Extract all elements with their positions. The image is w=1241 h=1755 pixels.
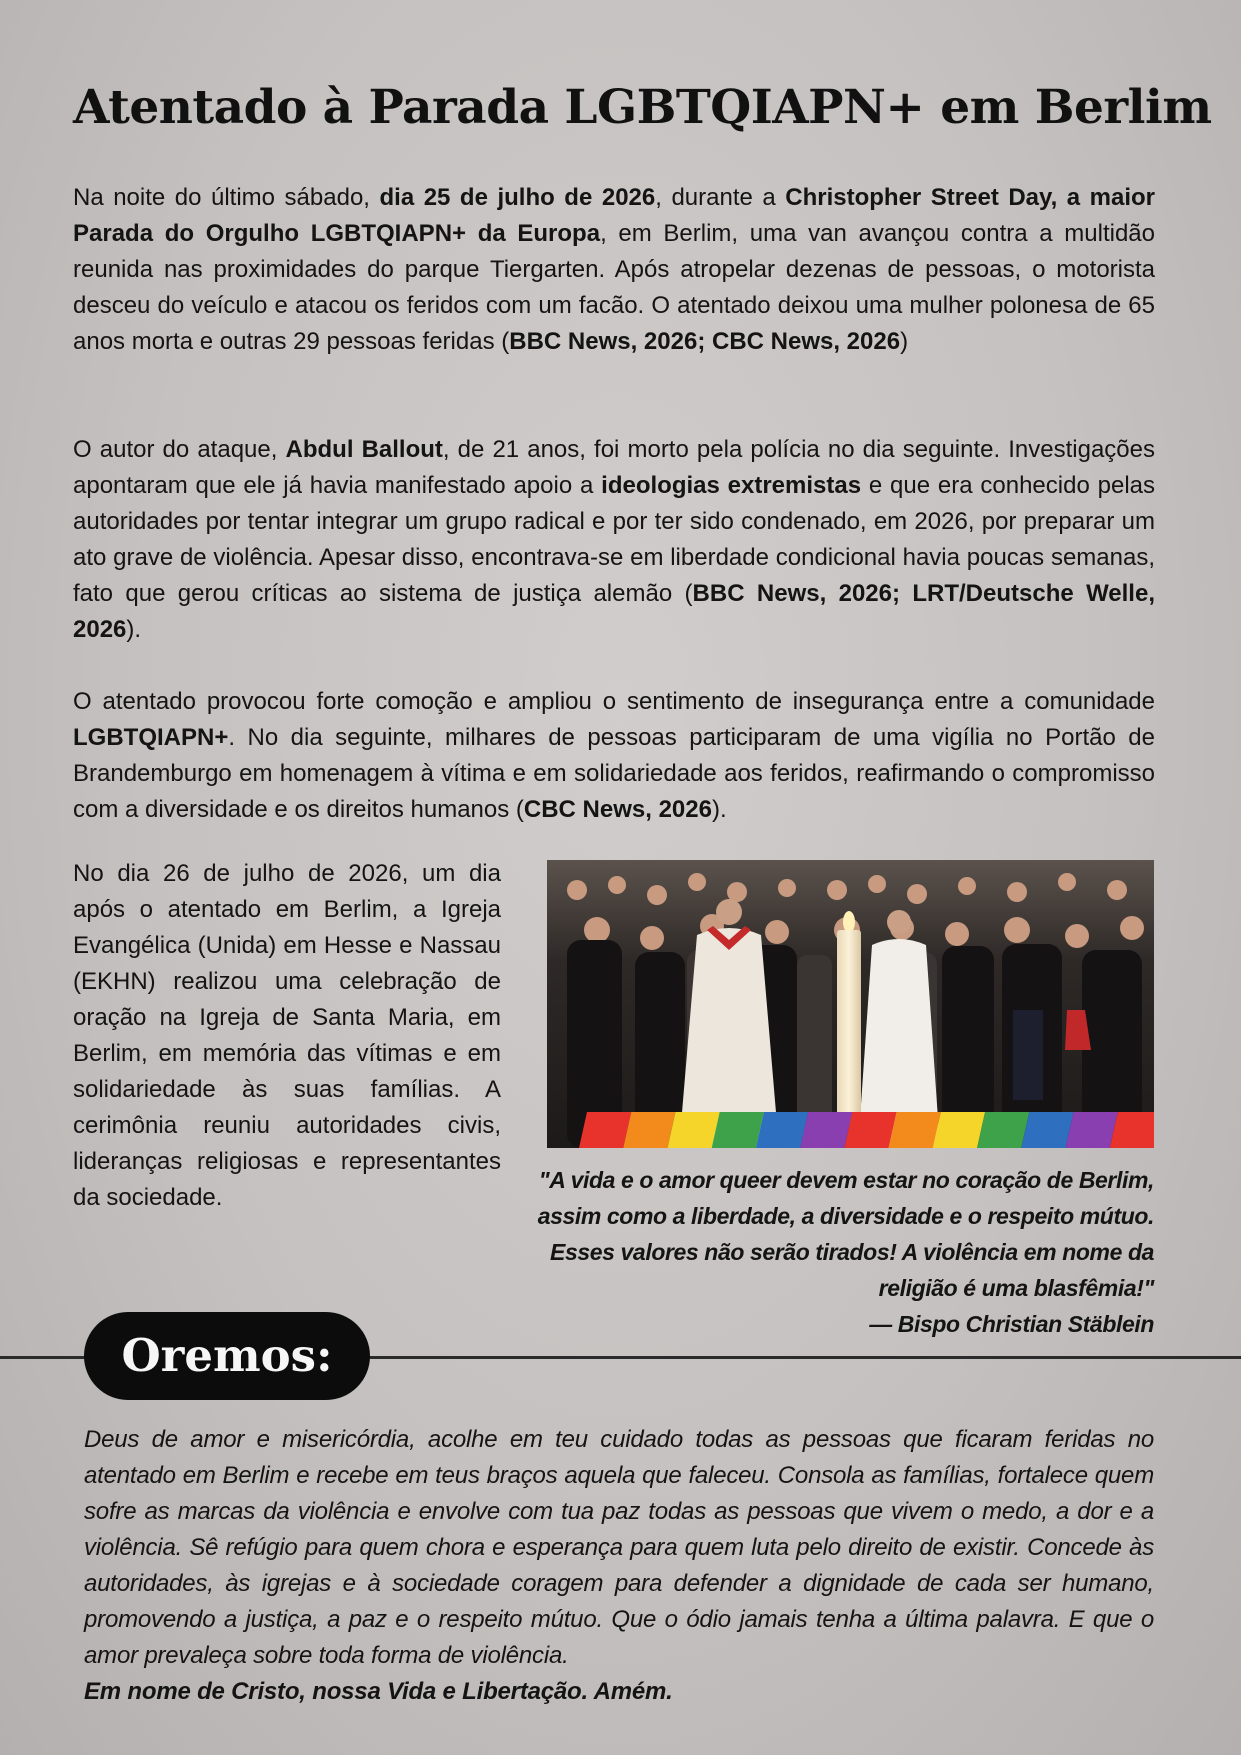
- prayer-closing: Em nome de Cristo, nossa Vida e Libertação. Amém.: [84, 1678, 673, 1705]
- text-run: O autor do ataque,: [73, 436, 286, 463]
- text-run: ).: [126, 616, 142, 643]
- flag-stripe: [800, 1112, 852, 1148]
- text-run: BBC News, 2026; LRT/Deutsche Welle, 2026: [73, 580, 1155, 643]
- flag-stripe: [844, 1112, 896, 1148]
- text-run: ).: [711, 796, 727, 823]
- flag-stripe: [1021, 1112, 1073, 1148]
- prayer-text: [84, 1422, 1154, 1710]
- church-vigil-illustration: [547, 860, 1154, 1148]
- flag-stripe: [623, 1112, 675, 1148]
- text-run: CBC News, 2026: [523, 796, 712, 823]
- flag-stripe: [579, 1112, 631, 1148]
- paragraph-3: [73, 684, 1155, 828]
- flag-stripe: [756, 1112, 808, 1148]
- article-title: Atentado à Parada LGBTQIAPN+ em Berlim: [73, 80, 1212, 135]
- flag-stripe: [1066, 1112, 1118, 1148]
- text-run: ideologias extremistas: [601, 472, 862, 499]
- church-vigil-photo: [547, 860, 1154, 1148]
- text-run: , durante a: [655, 184, 786, 211]
- text-run: LGBTQIAPN+: [73, 724, 229, 751]
- text-run: e que era conhecido pelas autoridades por tentar integrar um grupo radical e por ter sido condenado, em 2026, por preparar um ato grave de violência. Apesar disso, encontrava-se em liberdade condicional havia poucas semanas, fato que gerou críticas ao sistema de justiça alemão (: [73, 472, 1155, 607]
- flag-stripe: [712, 1112, 764, 1148]
- text-run: , de 21 anos, foi morto pela polícia no dia seguinte. Investigações apontaram que ele já havia manifestado apoio a: [73, 436, 1155, 499]
- bishop-quote: [520, 1162, 1154, 1342]
- text-run: Na noite do último sábado,: [73, 184, 380, 211]
- quote-text: "A vida e o amor queer devem estar no coração de Berlim, assim como a liberdade, a diversidade e o respeito mútuo. Esses valores não serão tirados! A violência em nome da religião é uma blasfêmia!": [537, 1167, 1154, 1301]
- section-label-pill: Oremos:: [84, 1312, 370, 1400]
- text-run: dia 25 de julho de 2026: [379, 184, 656, 211]
- flag-stripe: [667, 1112, 719, 1148]
- text-run: BBC News, 2026; CBC News, 2026: [509, 328, 901, 355]
- quote-attribution: — Bispo Christian Stäblein: [869, 1311, 1154, 1337]
- text-run: , em Berlim, uma van avançou contra a multidão reunida nas proximidades do parque Tiergarten. Após atropelar dezenas de pessoas, o motorista desceu do veículo e atacou os feridos com um facão. O atentado deixou uma mulher polonesa de 65 anos morta e outras 29 pessoas feridas (: [73, 220, 1155, 355]
- rainbow-flag: [579, 1112, 1154, 1148]
- flag-stripe: [889, 1112, 941, 1148]
- text-run: Christopher Street Day, a maior Parada do Orgulho LGBTQIAPN+ da Europa: [73, 184, 1156, 247]
- paragraph-4: [73, 856, 501, 1216]
- paragraph-2: [73, 432, 1155, 648]
- flag-stripe: [933, 1112, 985, 1148]
- paragraph-1: [73, 180, 1155, 360]
- text-run: ): [900, 328, 909, 355]
- text-run: No dia 26 de julho de 2026, um dia após o atentado em Berlim, a Igreja Evangélica (Unida) em Hesse e Nassau (EKHN) realizou uma celebração de oração na Igreja de Santa Maria, em Berlim, em memória das vítimas e em solidariedade às suas famílias. A cerimônia reuniu autoridades civis, lideranças religiosas e representantes da sociedade.: [73, 860, 501, 1211]
- text-run: Abdul Ballout: [285, 436, 443, 463]
- text-run: O atentado provocou forte comoção e ampliou o sentimento de insegurança entre a comunidade: [73, 688, 1155, 715]
- text-run: . No dia seguinte, milhares de pessoas participaram de uma vigília no Portão de Brandemburgo em homenagem à vítima e em solidariedade aos feridos, reafirmando o compromisso com a diversidade e os direitos humanos (: [73, 724, 1155, 823]
- flag-stripe: [977, 1112, 1029, 1148]
- prayer-body: Deus de amor e misericórdia, acolhe em teu cuidado todas as pessoas que ficaram feridas no atentado em Berlim e recebe em teus braços aquela que faleceu. Consola as famílias, fortalece quem sofre as marcas da violência e envolve com tua paz todas as pessoas que vivem o medo, a dor e a violência. Sê refúgio para quem chora e esperança para quem luta pelo direito de existir. Concede às autoridades, às igrejas e à sociedade coragem para defender a dignidade de cada ser humano, promovendo a justiça, a paz e o respeito mútuo. Que o ódio jamais tenha a última palavra. E que o amor prevaleça sobre toda forma de violência.: [84, 1426, 1154, 1669]
